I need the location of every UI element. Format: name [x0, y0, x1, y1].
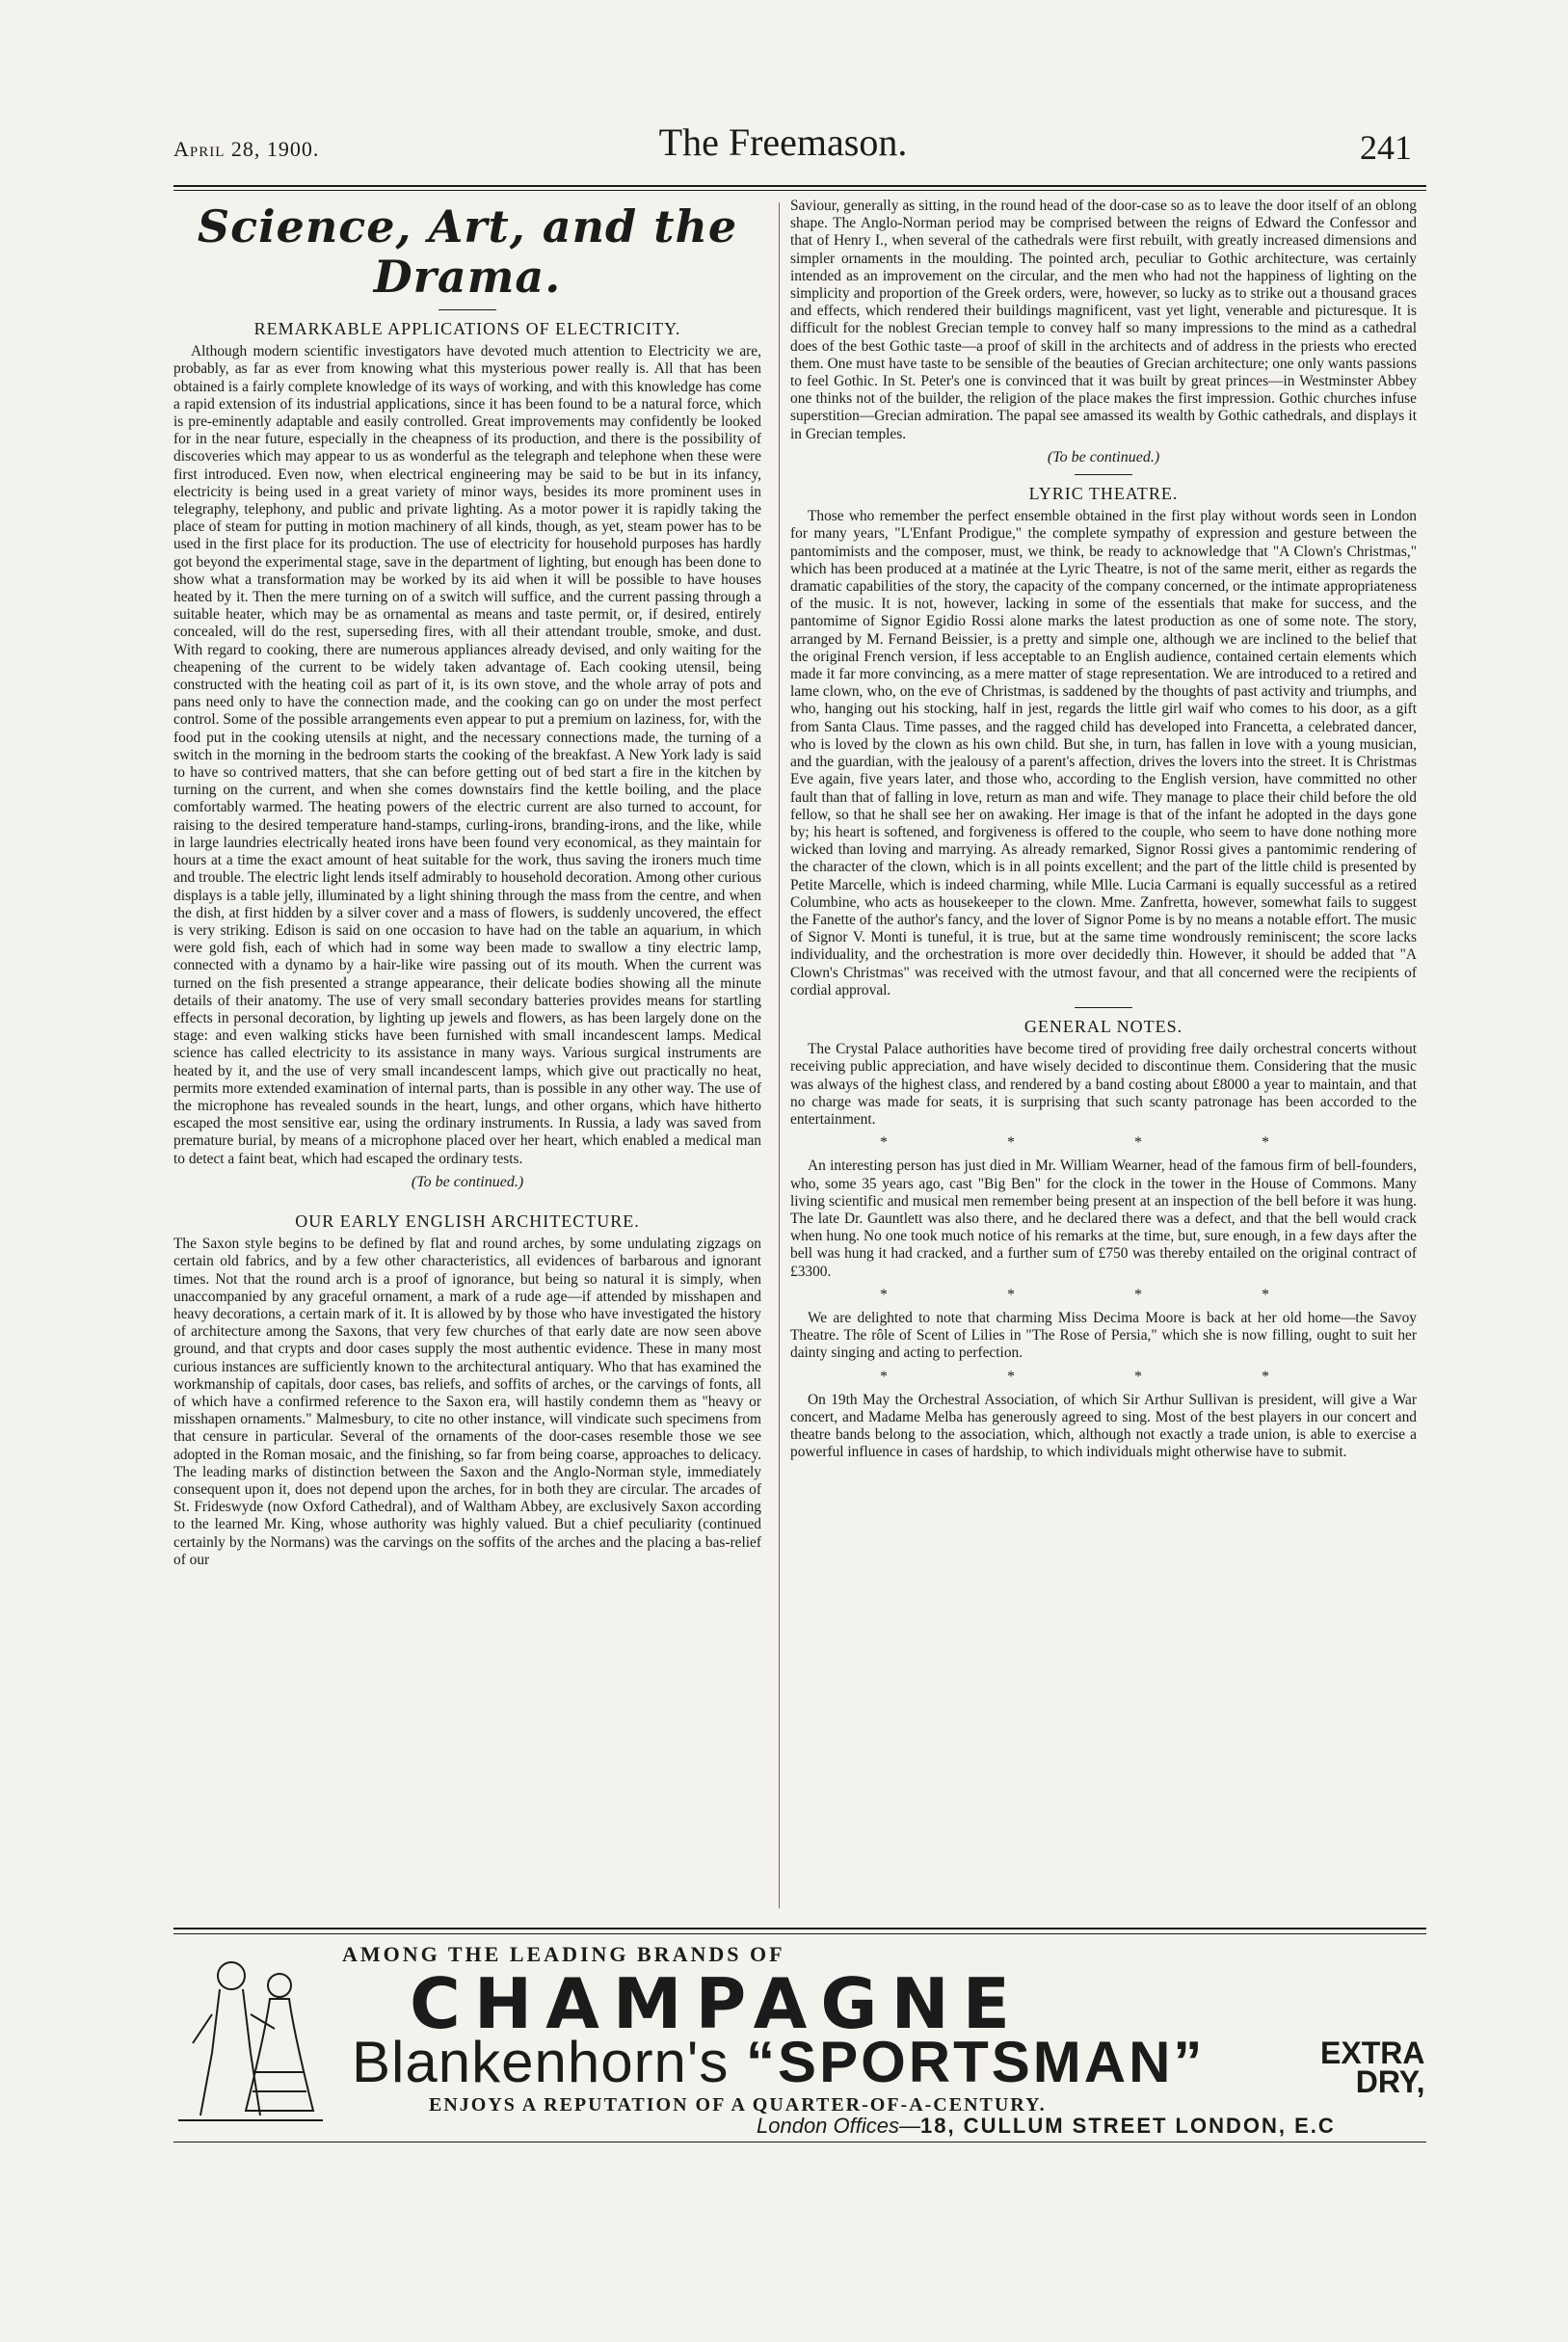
left-column [173, 198, 761, 1569]
column-divider [779, 202, 780, 1908]
header-rule-thin [173, 190, 1426, 191]
short-rule [1075, 474, 1132, 475]
short-rule [1075, 1007, 1132, 1008]
short-rule [439, 309, 496, 310]
page-header [154, 116, 1412, 173]
article-body-electricity: Although modern scientific investigators have devoted much attention to Electricity we are, probably, as far as ever from knowing what this mysterious power really is. All that has been obtained is a fairly complete knowledge of its ways of working, and with this knowledge has come a rapid extension of its industrial applications, since it has been found to be a natural force, which is pre-eminently adaptable and easily controlled. Great improvements may confidently be looked for in the near future, especially in the cheapness of its production, and there is the possibility of discoveries which may appear to us as wonderful as the telegraph and telephone when these were first introduced. Even now, when electrical engineering may be said to be but in its infancy, electricity is being used in a great variety of minor ways, besides its more prominent uses in telegraphy, telephony, and public and private lighting. As a motor power it is rapidly taking the place of steam for putting in motion machinery of all kinds, though, as yet, steam power has to be used in the first place for its production. The use of electricity for household purposes has hardly got beyond the experimental stage, save in the department of lighting, but enough has been done to show what a transformation may be worked by its aid when it will be possible to have houses heated by it. Then the mere turning on of a switch will suffice, and the current passing through a suitable heater, which may be as ornamental as means and taste permit, or, if desired, entirely concealed, will do the rest, superseding fires, with all their attendant trouble, smoke, and dust. With regard to cooking, there are numerous appliances already devised, and only waiting for the cheapening of the current to be widely taken advantage of. Each cooking utensil, being constructed with the heating coil as part of it, is its own stove, and the whole array of pots and pans need only to have the connection made, and the cooking can go on under the most perfect control. Some of the possible arrangements even appear to put a premium on laziness, for, with the food put in the cooking utensils at night, and the necessary connections made, the turning of a switch in the morning in the bedroom starts the cooking of the breakfast. A New York lady is said to have so contrived matters, that she can before getting out of bed start a fire in the kitchen by turning on the current, and when she comes downstairs find the kettle boiling, and the place comfortably warmed. The heating powers of the electric current are also turned to account, for raising to the desired temperature hand-stamps, curling-irons, branding-irons, and the like, while in large laundries electrically heated irons have been found very economical, as they maintain for hours at a time the exact amount of heat suitable for the work, thus saving the ironers much time and trouble. The electric light lends itself admirably to household decoration. Among other curious displays is a table jelly, illuminated by a light shining through the mass from the centre, and when the dish, at first hidden by a silver cover and a mass of flowers, is suddenly uncovered, the effect is very striking. Edison is said on one occasion to have had on the table an aquarium, in which were gold fish, each of which had in some way been made to swallow a tiny electric lamp, connected with a dynamo by a hair-like wire passing out of its mouth. When the current was turned on the fish presented a strange appearance, their delicate bodies showing all the minute details of their anatomy. The use of very small secondary batteries provides means for startling effects in personal decoration, by lighting up jewels and flowers, as has been largely done on the stage: and even walking sticks have been furnished with small incandescent lamps. Medical science has called electricity to its assistance in many ways. Various surgical instruments are heated by it, and the use of very small incandescent lamps, which give out practically no heat, permits more extended examination of internal parts, than is possible in any other way. The use of the microphone has revealed sounds in the heart, lungs, and other organs, which have hitherto escaped the most sensitive ear, using the ordinary instruments. In Russia, a lady was saved from premature burial, by means of a microphone placed over her heart, which enabled a medical man to detect a faint beat, which had escaped the ordinary tests. [173, 343, 761, 1167]
right-column [790, 198, 1417, 1462]
separator-stars: * * * * [880, 1286, 1327, 1303]
article-title-lyric: LYRIC THEATRE. [1028, 484, 1179, 504]
article-body-architecture-cont: Saviour, generally as sitting, in the round head of the door-case so as to leave the door itself of an oblong shape. The Anglo-Norman period may be comprised between the reigns of Edward the Confessor and that of Henry I., when several of the cathedrals were first rebuilt, with greatly increased dimensions and simpler ornaments in the moulding. The pointed arch, peculiar to Gothic architecture, was certainly intended as an improvement on the circular, and the men who had not the happiness of lighting on the simplicity and proportion of the Greek orders, were, however, so lucky as to strike out a thousand graces and effects, which rendered their buildings magnificent, vast yet light, venerable and picturesque. It is difficult for the noblest Grecian temple to convey half so many impressions to the mind as a cathedral does of the best Gothic taste—a proof of skill in the architects and of address in the priests who erected them. One must have taste to be sensible of the beauties of Grecian architecture; one only wants passions to feel Gothic. In St. Peter's one is convinced that it was built by great princes—in Westminster Abbey one thinks not of the builder, the religion of the place makes the first impression. Gothic churches infuse superstition—Grecian admiration. The papal see amassed its wealth by Gothic cathedrals, and displays it in Grecian temples. [790, 198, 1417, 442]
publication-title: The Freemason. [658, 120, 908, 164]
article-title-electricity: REMARKABLE APPLICATIONS OF ELECTRICITY. [253, 319, 681, 338]
advert-rule-top-thin [173, 1933, 1426, 1934]
continued-note: (To be continued.) [411, 1173, 524, 1190]
general-note-4: On 19th May the Orchestral Association, of which Sir Arthur Sullivan is president, will give a War concert, and Madame Melba has generously agreed to sing. Most of the best players in our concert and theatre bands belong to the association, which, although not exactly a trade union, is able to exercise a powerful influence in cases of hardship, to which individuals might otherwise have to submit. [790, 1391, 1417, 1461]
article-body-lyric: Those who remember the perfect ensemble obtained in the first play without words seen in London for many years, "L'Enfant Prodigue," the complete sympathy of expression and gesture between the pantomimists and the composer, must, we think, be ready to acknowledge that "A Clown's Christmas," which has been produced at a matinée at the Lyric Theatre, is not of the same merit, either as regards the dramatic capabilities of the story, the capacity of the company concerned, or the intimate appropriateness of the music. It is not, however, lacking in some of the essentials that make for success, and the pantomime of Signor Egidio Rossi alone marks the latest production as one of some note. The story, arranged by M. Fernand Beissier, is a pretty and simple one, although we are inclined to the belief that the original French version, if less acceptable to an English audience, contained certain elements which made it far more convincing, as a mere matter of stage representation. We are introduced to a retired and lame clown, who, on the eve of Christmas, is saddened by the thoughts of past activity and triumphs, and who, hanging out his stocking, half in jest, regards the little girl waif who comes to his door, as a gift from Santa Claus. Time passes, and the ragged child has developed into Francetta, a celebrated dancer, who is loved by the clown as his own child. But she, in turn, has fallen in love with a young musician, and the guardian, with the jealousy of a parent's affection, drives the lovers into the street. It is Christmas Eve again, five years later, and those who, according to the English version, have committed no other fault than that of falling in love, return as man and wife. They manage to place their child before the old fellow, so that he shall see her on awaking. Her image is that of the infant he adopted in the days gone by; his heart is softened, and forgiveness is offered to the couple, who seem to have done nothing more wicked than loving and marrying. As already remarked, Signor Rossi gives a pantomimic rendering of the character of the clown, which is in all points excellent; and the part of the little child is presented by Petite Marcelle, which is indeed charming, while Mlle. Lucia Carmani is equally successful as a retired Columbine, who acts as housekeeper to the clown. Mme. Zanfretta, however, somewhat fails to suggest the Fanette of the author's fancy, and the lover of Signor Pome is by no means a notable effort. The music of Signor V. Monti is tuneful, it is true, but at the same time wondrously reminiscent; the score lacks individuality, and the orchestration is more over decidedly thin. However, it should be added that "A Clown's Christmas" was received with the utmost favour, and that all concerned were the recipients of cordial approval. [790, 508, 1418, 998]
advert-brand [352, 2029, 1205, 2095]
separator-stars: * * * * [880, 1134, 1327, 1152]
general-note-1: The Crystal Palace authorities have become tired of providing free daily orchestral concerts without receiving public appreciation, and have wisely decided to discontinue them. Considering that the music was always of the highest class, and rendered by a band costing about £8000 a year to maintain, and that no charge was made for seats, it is surprising that such scanty patronage has been accorded to the entertainment. [790, 1041, 1417, 1128]
brand-name: “SPORTSMAN” [746, 2030, 1206, 2094]
separator-stars: * * * * [880, 1368, 1327, 1385]
continued-note: (To be continued.) [1047, 448, 1160, 466]
general-note-2: An interesting person has just died in Mr. William Wearner, head of the famous firm of bell-founders, who, some 35 years ago, cast "Big Ben" for the clock in the tower in the House of Commons. Many living scientific and musical men remember being present at an inspection of the bell before it was hung. The late Dr. Gauntlett was also there, and he declared there was a defect, and that the bell would crack when hung. No one took much notice of his remarks at the time, but, sure enough, in a few days after the bell was hung it had cracked, and a further sum of £750 was thereby entailed on the original contract of £3300. [790, 1158, 1417, 1280]
advert-reputation: ENJOYS A REPUTATION OF A QUARTER-OF-A-CENTURY. [429, 2094, 1047, 2116]
section-title: Science, Art, and the Drama. [197, 200, 738, 303]
advert-extra-dry: EXTRA DRY, [1320, 2036, 1425, 2099]
header-rule [173, 185, 1426, 187]
advert-tagline: AMONG THE LEADING BRANDS OF [342, 1942, 785, 1966]
general-note-3: We are delighted to note that charming Miss Decima Moore is back at her old home—the Savoy Theatre. The rôle of Scent of Lilies in "The Rose of Persia," which she is now filling, ought to suit her dainty singing and acting to perfection. [790, 1309, 1417, 1362]
advert-headline: CHAMPAGNE [410, 1963, 1023, 2044]
article-title-general-notes: GENERAL NOTES. [1023, 1016, 1183, 1036]
offices-address: 18, CULLUM STREET LONDON, E.C [919, 2114, 1336, 2138]
page-number: 241 [1360, 128, 1412, 167]
advert-offices [757, 2114, 1336, 2139]
couple-illustration-icon [173, 1947, 328, 2125]
brand-prefix: Blankenhorn's [352, 2030, 730, 2094]
issue-date: April 28, 1900. [173, 137, 320, 161]
offices-label: London Offices— [757, 2114, 920, 2138]
article-body-architecture: The Saxon style begins to be defined by flat and round arches, by some undulating zigzags on certain old fabrics, and by a few other characteristics, all evidences of barbarous and ignorant times. Not that the round arch is a proof of ignorance, but being so natural it is simply, when unaccompanied by any graceful ornament, a mark of a rude age—if attended by misshapen and heavy decorations, a certain mark of it. It is allowed by by those who have investigated the history of architecture among the Saxons, that very few churches of that early date are now seen above ground, and that crypts and door cases supply the most authentic evidence. These in many most curious instances are sufficiently known to the architectural antiquary. Who that has examined the workmanship of capitals, door cases, bas reliefs, and soffits of arches, or the carvings of fonts, all of which have a confirmed reference to the Saxon era, will hastily condemn them as "heavy or misshapen ornaments." Malmesbury, to cite no other instance, will vindicate such specimens from that censure in particular. Several of the ornaments of the door-cases resemble those we see adopted in the Roman mosaic, and the finishing, so far from being coarse, approaches to delicacy. The leading marks of distinction between the Saxon and the Anglo-Norman style, immediately consequent upon it, does not depend upon the arches, for in both they are circular. The arcades of St. Frideswyde (now Oxford Cathedral), and of Waltham Abbey, are exclusively Saxon according to the learned Mr. King, whose authority was highly valued. But a chief peculiarity (continued certainly by the Normans) was the carvings on the soffits of the arches and the placing a bas-relief of our [173, 1236, 761, 1568]
champagne-advert [173, 1942, 1426, 2138]
advert-rule-top [173, 1928, 1426, 1929]
article-title-architecture: OUR EARLY ENGLISH ARCHITECTURE. [295, 1211, 640, 1231]
